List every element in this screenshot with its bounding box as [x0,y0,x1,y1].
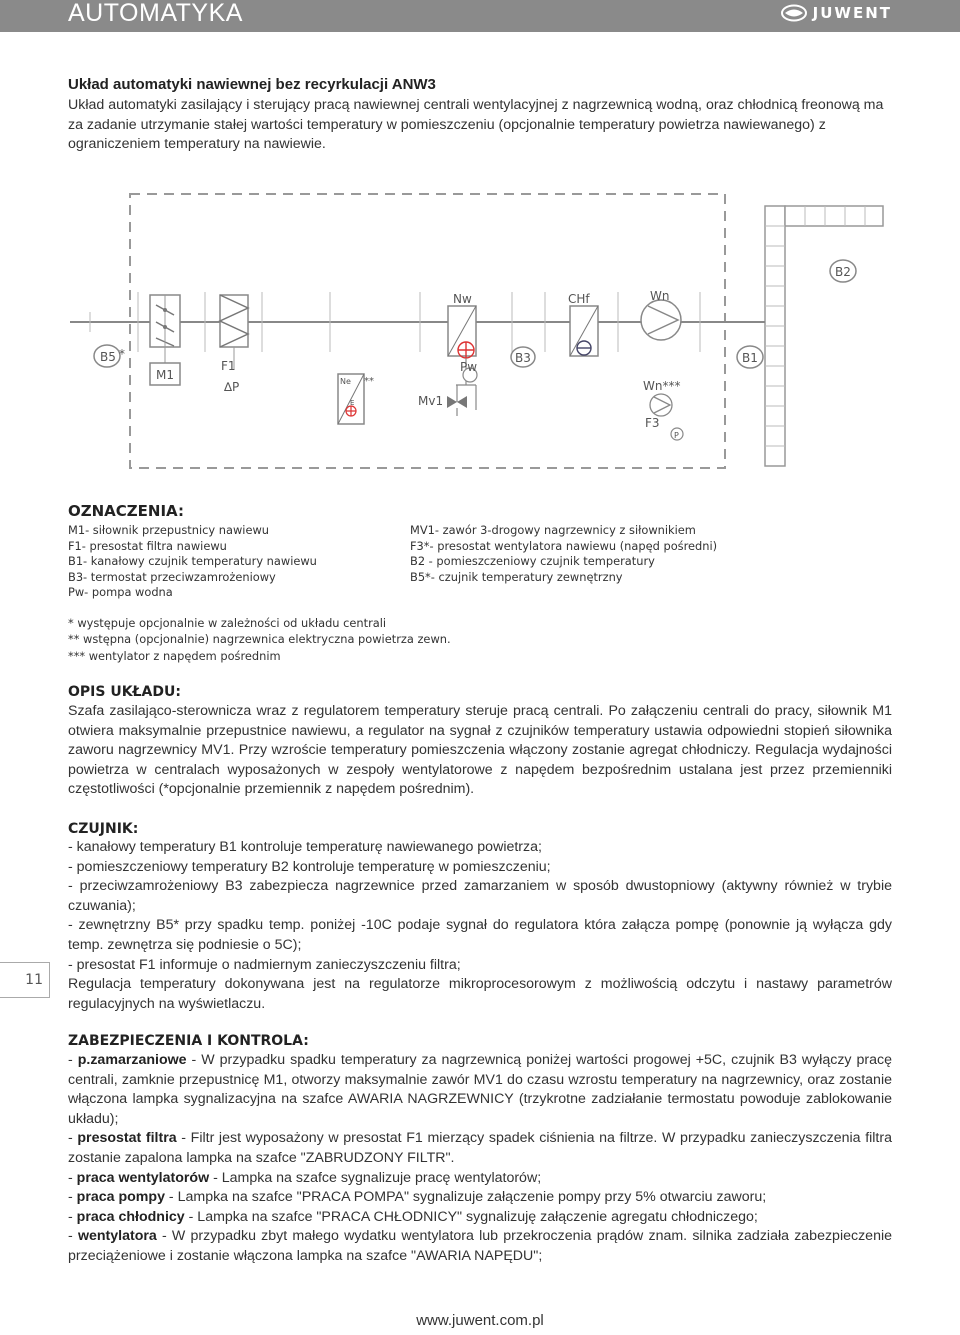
czujnik-item: - pomieszczeniowy temperatury B2 kontroluje temperaturę w pomieszczeniu; [68,858,551,875]
label-ne: Ne [340,377,351,386]
label-wn: Wn [650,289,670,303]
logo-text: JUWENT [812,4,892,22]
label-dp: ∆P [224,380,240,394]
zabezpieczenia-item: - praca pompy - Lampka na szafce "PRACA POMPA" sygnalizuje załączenie pompy przy 5% otwarciu zaworu; [68,1189,767,1206]
juwent-logo-icon [781,4,807,22]
zabezpieczenia-list [68,1051,892,1267]
legend-item: MV1- zawór 3-drogowy nagrzewnicy z siłownikiem [410,523,696,537]
zabezpieczenia-title: ZABEZPIECZENIA I KONTROLA: [68,1033,309,1049]
label-b3: B3 [515,351,531,365]
czujnik-item: - presostat F1 informuje o nadmiernym zanieczyszczeniu filtra; [68,956,461,973]
legend-item: Pw- pompa wodna [68,585,173,600]
legend-item: B1- kanałowy czujnik temperatury nawiewu [68,554,317,569]
page-number: 11 [0,962,50,998]
label-b5-star: * [119,347,125,361]
label-ne-star: ** [364,376,374,387]
header-bar [0,0,960,32]
legend-item: F1- presostat filtra nawiewu [68,538,227,553]
footnote: * występuje opcjonalnie w zależności od układu centrali [68,616,387,630]
legend-item: B5*- czujnik temperatury zewnętrzny [410,569,623,584]
label-mv1: Mv1 [418,394,444,408]
legend-title: OZNACZENIA: [68,502,184,520]
legend-item: B3- termostat przeciwzamrożeniowy [68,569,276,584]
opis-title: OPIS UKŁADU: [68,684,181,700]
room-wall [765,206,883,466]
zabezpieczenia-item: - presostat filtra - Filtr jest wyposażony w presostat F1 mierzący spadek ciśnienia na filtrze. W przypadku zanieczyszczenia filtra zostanie zapalona lampka na szafce "ZABRUDZONY FILTR". [68,1130,892,1166]
label-f3: F3 [645,416,660,430]
czujnik-item: - zewnętrzny B5* przy spadku temp. poniżej -10C podaje sygnał do regulatora która załącza pompę (ponownie ją wyłącza gdy temp. zewnętrza się podniesie o 5C); [68,917,892,953]
zabezpieczenia-item: - p.zamarzaniowe - W przypadku spadku temperatury za nagrzewnicą poniżej wartości progowej +5C, czujnik B3 wyłączy pracę centrali, zamknie przepustnicę M1, otworzy maksymalnie zawór MV1 do czasu wzrostu temperatury na nagrzewnicy, oraz zostanie włączona lampka sygnalizacyjna na szafce AWARIA NAGRZEWNICY (trzykrotne zadziałanie termostatu powoduje zablokowanie układu); [68,1052,892,1127]
label-nw: Nw [453,292,472,306]
legend-item: B2 - pomieszczeniowy czujnik temperatury [410,554,655,569]
juwent-logo [781,3,892,23]
legend-item: M1- siłownik przepustnicy nawiewu [68,523,270,537]
schematic-diagram [0,180,960,480]
footer-url: www.juwent.com.pl [416,1312,544,1329]
zabezpieczenia-item: - praca chłodnicy - Lampka na szafce "PRACA CHŁODNICY" sygnalizuję załączenie agregatu chłodniczego; [68,1208,758,1225]
zabezpieczenia-item: - wentylatora - W przypadku zbyt małego wydatku wentylatora lub przekroczenia prądów znam. silnika zadziała zabezpieczenie przeciążeniowe i zostanie włączona lampka na szafce "AWARIA NAPĘDU"; [68,1228,893,1264]
label-b2: B2 [835,265,851,279]
cooler-chf [570,306,598,356]
label-b1: B1 [742,351,758,365]
zabezpieczenia-item: - praca wentylatorów - Lampka na szafce sygnalizuje pracę wentylatorów; [68,1169,542,1186]
legend-item: F3*- presostat wentylatora nawiewu (napęd pośredni) [410,538,718,553]
czujnik-list [68,838,892,1014]
czujnik-item: - kanałowy temperatury B1 kontroluje temperaturę nawiewanego powietrza; [68,839,542,855]
label-wn-indirect: Wn*** [643,379,681,393]
legend-right-column [410,523,830,585]
fan-wn [641,300,681,340]
label-b5: B5 [100,350,116,364]
label-f1: F1 [221,359,236,373]
czujnik-item: Regulacja temperatury dokonywana jest na regulatorze mikroprocesorowym z możliwością odczytu i nastawy parametrów regulacyjnych na wyświetlaczu. [68,976,892,1012]
intro-title: Układ automatyki nawiewnej bez recyrkulacji ANW3 [68,76,436,93]
opis-paragraph: Szafa zasilająco-sterownicza wraz z regulatorem temperatury steruje pracą centrali. Po załączeniu centrali do pracy, siłownik M1 otwiera maksymalnie przepustnice nawiewu, a regulator na sygnał z czujników temperatury ustawia odpowiedni stopień siłownika zaworu nagrzewnicy MV1. Przy wzroście temperatury pomieszczenia włączony zostanie agregat chłodniczy. Regulacja wydajności powietrza w centralach wyposażonych w zespoły wentylatorowe z napędem bezpośrednim ustalana jest przez przemienniki częstotliwości (*opcjonalnie przemiennik z napędem pośrednim). [68,703,892,798]
opis-text [68,702,892,800]
czujnik-item: - przeciwzamrożeniowy B3 zabezpiecza nagrzewnice przed zamarzaniem w sposób dwustopniowy (aktywny również w trybie czuwania); [68,878,892,914]
label-e: E [350,399,355,407]
footnote: ** wstępna (opcjonalnie) nagrzewnica elektryczna powietrza zewn. [68,632,451,647]
legend-footnotes [68,615,451,664]
intro-text: Układ automatyki zasilający i sterujący pracą nawiewnej centrali wentylacyjnej z nagrzewnicą wodną, oraz chłodnicą freonową ma za zadanie utrzymanie stałej wartości temperatury w pomieszczeniu (opcjonalnie temperatury powietrza nawiewanego) z ograniczeniem temperatury na nawiewie. [68,97,884,153]
label-p: P [674,431,679,440]
label-m1: M1 [156,368,174,382]
label-pw: Pw [460,360,478,374]
legend-left-column [68,523,388,601]
label-chf: CHf [568,292,590,306]
czujnik-title: CZUJNIK: [68,821,139,837]
footnote: *** wentylator z napędem pośrednim [68,648,281,663]
header-title: AUTOMATYKA [68,0,243,27]
